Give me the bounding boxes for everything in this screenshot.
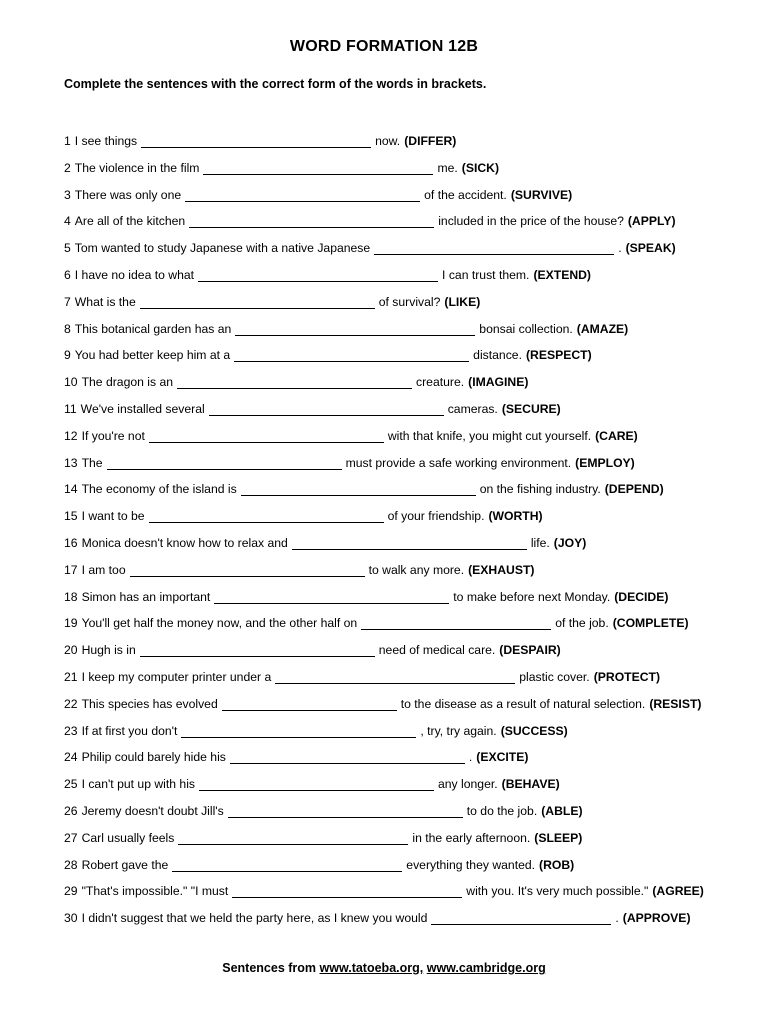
exercise-item (64, 750, 754, 777)
exercise-item (64, 348, 754, 375)
item-text-after: bonsai collection. (479, 321, 573, 336)
item-keyword: (APPLY) (627, 214, 676, 229)
item-keyword: (EXTEND) (533, 267, 591, 282)
item-keyword: (DIFFER) (404, 134, 457, 148)
exercise-item (64, 375, 754, 402)
item-number: 12 (64, 428, 78, 443)
exercise-item (64, 402, 754, 429)
item-keyword: (EMPLOY) (575, 455, 635, 470)
item-text-before: The (81, 455, 103, 470)
item-keyword: (AGREE) (652, 884, 704, 899)
item-text-after: must provide a safe working environment. (345, 455, 572, 470)
item-keyword: (RESIST) (649, 696, 702, 711)
item-text-after: life. (530, 535, 550, 550)
exercise-item (64, 295, 754, 322)
item-text-before: I can't put up with his (81, 777, 195, 792)
item-number: 29 (64, 884, 78, 899)
item-keyword: (APPROVE) (622, 911, 691, 926)
item-keyword: (SECURE) (501, 401, 561, 416)
answer-blank[interactable] (431, 911, 611, 925)
item-number: 25 (64, 777, 78, 792)
page-title: WORD FORMATION 12B (289, 38, 479, 55)
item-text-after: me. (437, 160, 458, 175)
item-text-before: Jeremy doesn't doubt Jill's (81, 803, 224, 818)
item-text-before: If at first you don't (81, 723, 178, 738)
exercise-item (64, 616, 754, 643)
item-number: 13 (64, 455, 78, 470)
exercise-item (64, 456, 754, 483)
item-number: 26 (64, 803, 78, 818)
item-text-after: any longer. (438, 777, 498, 792)
exercise-item (64, 509, 754, 536)
item-number: 11 (64, 401, 77, 416)
answer-blank[interactable] (189, 214, 434, 228)
answer-blank[interactable] (140, 295, 375, 309)
item-text-before: You had better keep him at a (74, 348, 231, 363)
item-number: 28 (64, 857, 78, 872)
item-text-before: What is the (74, 294, 136, 309)
item-text-after: in the early afternoon. (412, 830, 531, 845)
item-number: 17 (64, 562, 78, 577)
item-text-before: This species has evolved (81, 696, 218, 711)
item-text-after: cameras. (447, 401, 498, 416)
item-text-after: . (615, 911, 619, 926)
item-text-before: I didn't suggest that we held the party here, as I knew you would (81, 911, 428, 926)
item-keyword: (DESPAIR) (499, 643, 561, 658)
answer-blank[interactable] (149, 429, 384, 443)
item-text-before: I want to be (81, 509, 145, 524)
item-keyword: (SICK) (461, 160, 500, 175)
cambridge-link[interactable]: www.cambridge.org (426, 961, 546, 975)
item-text-after: with that knife, you might cut yourself. (387, 428, 592, 443)
item-text-before: There was only one (74, 187, 182, 202)
item-number: 7 (64, 294, 71, 309)
item-number: 6 (64, 267, 71, 282)
item-keyword: (BEHAVE) (501, 777, 560, 792)
answer-blank[interactable] (214, 590, 449, 604)
item-text-before: We've installed several (80, 401, 205, 416)
exercise-item (64, 536, 754, 563)
item-keyword: (SLEEP) (534, 830, 583, 845)
item-text-before: This botanical garden has an (74, 321, 232, 336)
item-keyword: (SURVIVE) (510, 187, 573, 202)
answer-blank[interactable] (198, 268, 438, 282)
item-number: 20 (64, 643, 78, 658)
answer-blank[interactable] (361, 616, 551, 630)
answer-blank[interactable] (235, 322, 475, 336)
item-text-after: now. (375, 134, 401, 148)
item-text-after: creature. (416, 375, 465, 390)
item-text-before: I keep my computer printer under a (81, 669, 272, 684)
answer-blank[interactable] (130, 563, 365, 577)
item-keyword: (LIKE) (444, 294, 481, 309)
item-number: 23 (64, 723, 78, 738)
exercise-item (64, 590, 754, 617)
item-text-after: need of medical care. (378, 643, 496, 658)
exercise-item (64, 268, 754, 295)
item-number: 15 (64, 509, 78, 524)
answer-blank[interactable] (228, 804, 463, 818)
item-text-after: plastic cover. (519, 669, 590, 684)
exercise-item (64, 563, 754, 590)
item-text-after: with you. It's very much possible." (466, 884, 649, 899)
footer-prefix: Sentences from (222, 961, 317, 975)
item-text-before: "That's impossible." "I must (81, 884, 229, 899)
item-text-after: of survival? (378, 294, 441, 309)
item-text-before: I have no idea to what (74, 267, 195, 282)
exercise-item (64, 911, 754, 938)
item-keyword: (JOY) (553, 535, 587, 550)
answer-blank[interactable] (107, 456, 342, 470)
item-number: 2 (64, 160, 71, 175)
exercise-item (64, 322, 754, 349)
exercise-item (64, 884, 754, 911)
exercise-item (64, 804, 754, 831)
exercise-item (64, 858, 754, 885)
item-text-after: to make before next Monday. (453, 589, 611, 604)
item-text-before: Robert gave the (81, 857, 169, 872)
exercise-item (64, 643, 754, 670)
item-number: 30 (64, 911, 78, 926)
answer-blank[interactable] (275, 670, 515, 684)
item-keyword: (IMAGINE) (468, 375, 529, 390)
item-text-before: The economy of the island is (81, 482, 237, 497)
item-number: 8 (64, 321, 71, 336)
item-number: 1 (64, 134, 71, 148)
item-text-after: to do the job. (466, 803, 538, 818)
item-text-after: of your friendship. (387, 509, 485, 524)
answer-blank[interactable] (199, 777, 434, 791)
item-number: 9 (64, 348, 71, 363)
exercise-item (64, 670, 754, 697)
answer-blank[interactable] (178, 831, 408, 845)
item-text-before: The dragon is an (81, 375, 174, 390)
answer-blank[interactable] (232, 884, 462, 898)
item-text-after: everything they wanted. (406, 857, 536, 872)
item-number: 19 (64, 616, 78, 631)
item-text-before: I am too (81, 562, 126, 577)
instructions: Complete the sentences with the correct form of the words in brackets. (64, 77, 487, 91)
item-text-before: Are all of the kitchen (74, 214, 186, 229)
answer-blank[interactable] (185, 188, 420, 202)
item-keyword: (COMPLETE) (612, 616, 689, 631)
item-keyword: (CARE) (595, 428, 638, 443)
item-text-after: to walk any more. (368, 562, 465, 577)
item-text-after: . (468, 750, 473, 765)
item-text-before: Simon has an important (81, 589, 211, 604)
item-number: 10 (64, 375, 78, 390)
item-keyword: (ROB) (539, 857, 575, 872)
item-text-after: I can trust them. (442, 267, 530, 282)
item-number: 4 (64, 214, 71, 229)
exercise-item (64, 241, 754, 268)
item-text-before: Monica doesn't know how to relax and (81, 535, 288, 550)
answer-blank[interactable] (177, 375, 412, 389)
item-text-before: If you're not (81, 428, 145, 443)
exercise-item (64, 188, 754, 215)
item-keyword: (DEPEND) (604, 482, 664, 497)
item-text-after: of the job. (555, 616, 609, 631)
answer-blank[interactable] (172, 858, 402, 872)
item-text-before: Philip could barely hide his (81, 750, 226, 765)
exercise-item (64, 214, 754, 241)
exercise-item (64, 697, 754, 724)
exercise-list (64, 134, 754, 938)
item-number: 3 (64, 187, 71, 202)
exercise-item (64, 429, 754, 456)
tatoeba-link[interactable]: www.tatoeba.org, (319, 961, 424, 975)
answer-blank[interactable] (241, 482, 476, 496)
answer-blank[interactable] (149, 509, 384, 523)
item-number: 27 (64, 830, 78, 845)
item-number: 14 (64, 482, 78, 497)
item-number: 18 (64, 589, 78, 604)
item-keyword: (AMAZE) (576, 321, 629, 336)
exercise-item (64, 777, 754, 804)
item-text-after: . (618, 241, 622, 256)
answer-blank[interactable] (140, 643, 375, 657)
item-text-after: of the accident. (424, 187, 507, 202)
item-keyword: (SUCCESS) (500, 723, 568, 738)
answer-blank[interactable] (222, 697, 397, 711)
exercise-item (64, 161, 754, 188)
item-text-after: on the fishing industry. (479, 482, 601, 497)
item-text-before: The violence in the film (74, 160, 200, 175)
item-text-before: Tom wanted to study Japanese with a native Japanese (74, 241, 371, 256)
item-keyword: (RESPECT) (525, 348, 592, 363)
item-keyword: (EXCITE) (476, 750, 529, 765)
item-keyword: (EXHAUST) (468, 562, 535, 577)
item-keyword: (ABLE) (541, 803, 583, 818)
item-keyword: (DECIDE) (614, 589, 669, 604)
answer-blank[interactable] (181, 724, 416, 738)
item-text-before: Hugh is in (81, 643, 136, 658)
item-number: 16 (64, 535, 78, 550)
answer-blank[interactable] (141, 134, 371, 148)
exercise-item (64, 724, 754, 751)
item-text-before: Carl usually feels (81, 830, 175, 845)
item-text-before: I see things (74, 134, 138, 148)
item-text-after: distance. (473, 348, 522, 363)
item-number: 22 (64, 696, 78, 711)
item-text-after: to the disease as a result of natural selection. (400, 696, 646, 711)
exercise-item (64, 831, 754, 858)
answer-blank[interactable] (230, 750, 465, 764)
answer-blank[interactable] (374, 241, 614, 255)
sources-footer (0, 961, 768, 975)
item-number: 21 (64, 669, 78, 684)
exercise-item (64, 482, 754, 509)
item-number: 24 (64, 750, 78, 765)
item-number: 5 (64, 241, 71, 256)
answer-blank[interactable] (203, 161, 433, 175)
item-keyword: (SPEAK) (625, 241, 676, 256)
exercise-item (64, 134, 754, 161)
item-text-after: , try, try again. (420, 723, 497, 738)
item-text-before: You'll get half the money now, and the other half on (81, 616, 358, 631)
item-keyword: (WORTH) (488, 509, 543, 524)
answer-blank[interactable] (234, 348, 469, 362)
item-keyword: (PROTECT) (593, 669, 661, 684)
item-text-after: included in the price of the house? (438, 214, 624, 229)
answer-blank[interactable] (209, 402, 444, 416)
answer-blank[interactable] (292, 536, 527, 550)
